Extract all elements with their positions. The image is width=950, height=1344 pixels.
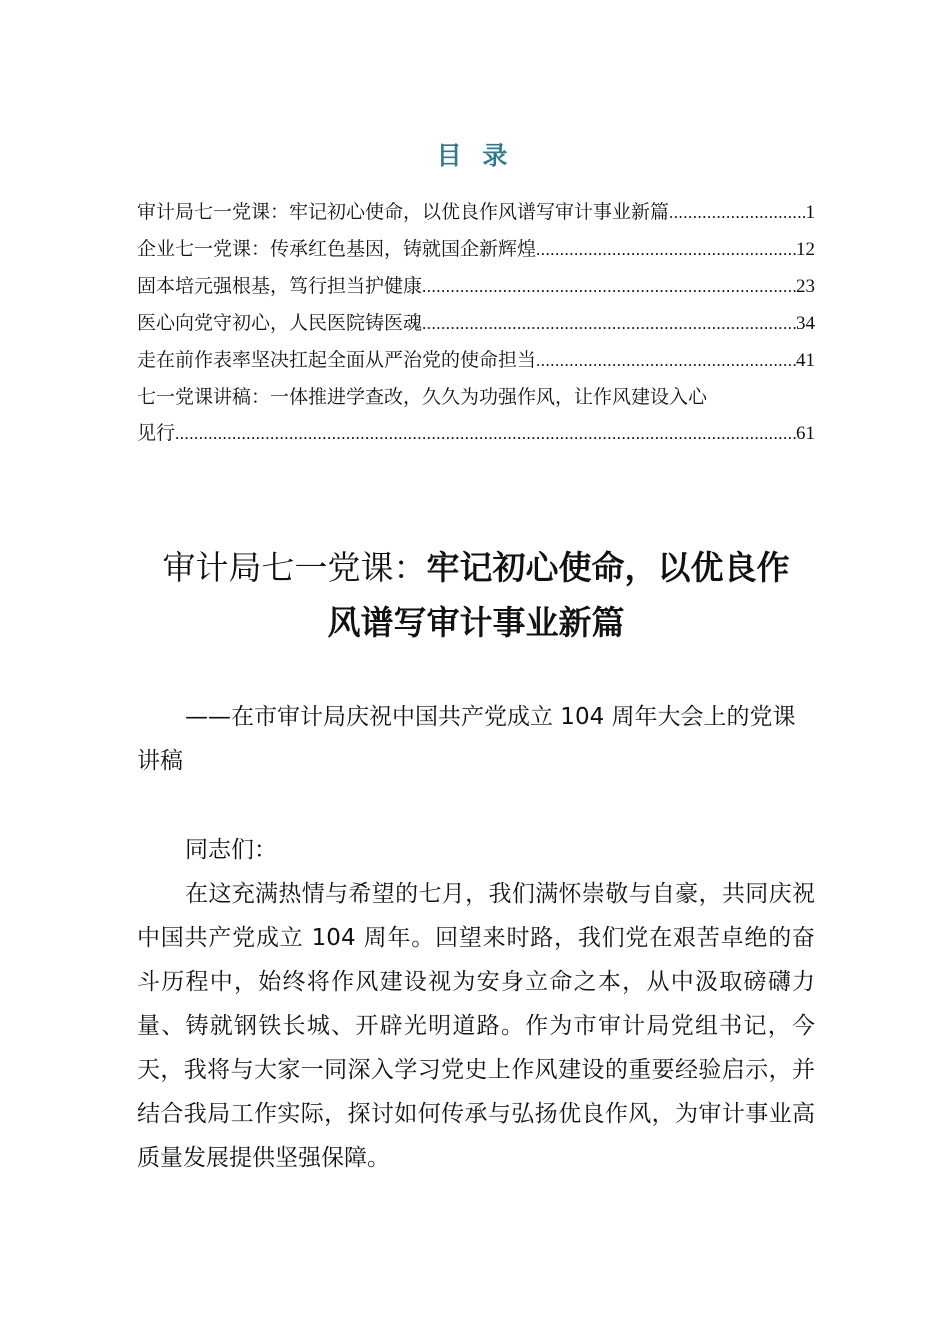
toc-entry-page: 23 xyxy=(796,276,815,297)
article-title-main: 牢记初心使命，以优良作 xyxy=(426,548,790,587)
toc-entry-page: 12 xyxy=(796,239,815,260)
toc-entry-3[interactable] xyxy=(137,268,815,305)
toc-entry-title-line1: 七一党课讲稿：一体推进学查改，久久为功强作风，让作风建设入心 xyxy=(137,386,708,408)
toc-entry-title: 固本培元强根基，笃行担当护健康 xyxy=(137,275,423,297)
toc-entry-page: 34 xyxy=(796,313,815,334)
toc-entry-1[interactable] xyxy=(137,194,815,231)
body-paragraph: 在这充满热情与希望的七月，我们满怀崇敬与自豪，共同庆祝中国共产党成立 104 周年。回望来时路，我们党在艰苦卓绝的奋斗历程中，始终将作风建设视为安身立命之本，从中汲取磅礴力量、铸就钢铁长城、开辟光明道路。作为市审计局党组书记，今天，我将与大家一同深入学习党史上作风建设的重要经验启示，并结合我局工作实际，探讨如何传承与弘扬优良作风，为审计事业高质量发展提供坚强保障。 xyxy=(137,881,815,1171)
toc-leader-dots xyxy=(422,269,796,305)
article-title-line2: 风谱写审计事业新篇 xyxy=(327,603,625,642)
toc-leader-dots xyxy=(175,416,796,452)
toc-entry-6[interactable] xyxy=(137,379,815,452)
article-title-prefix: 审计局七一党课： xyxy=(162,548,427,587)
toc-entry-page: 41 xyxy=(796,350,815,371)
greeting: 同志们： xyxy=(185,837,277,863)
toc-entry-page: 1 xyxy=(805,202,815,223)
toc-leader-dots xyxy=(669,195,805,231)
toc-entry-title: 审计局七一党课：牢记初心使命，以优良作风谱写审计事业新篇 xyxy=(137,201,670,223)
toc-leader-dots xyxy=(536,232,796,268)
toc-entry-4[interactable] xyxy=(137,305,815,342)
table-of-contents xyxy=(137,194,815,452)
toc-entry-title-line2: 见行 xyxy=(137,422,176,444)
article-body xyxy=(137,828,815,1180)
toc-entry-2[interactable] xyxy=(137,231,815,268)
toc-entry-page: 61 xyxy=(796,423,815,444)
toc-entry-5[interactable] xyxy=(137,342,815,379)
article-subtitle: ——在市审计局庆祝中国共产党成立 104 周年大会上的党课讲稿 xyxy=(137,704,796,774)
article-title xyxy=(137,540,815,650)
toc-leader-dots xyxy=(422,306,796,342)
toc-entry-title: 企业七一党课：传承红色基因，铸就国企新辉煌 xyxy=(137,238,537,260)
toc-title: 目 录 xyxy=(436,141,514,170)
toc-leader-dots xyxy=(536,343,796,379)
toc-entry-title: 医心向党守初心，人民医院铸医魂 xyxy=(137,312,423,334)
toc-entry-title: 走在前作表率坚决扛起全面从严治党的使命担当 xyxy=(137,349,537,371)
